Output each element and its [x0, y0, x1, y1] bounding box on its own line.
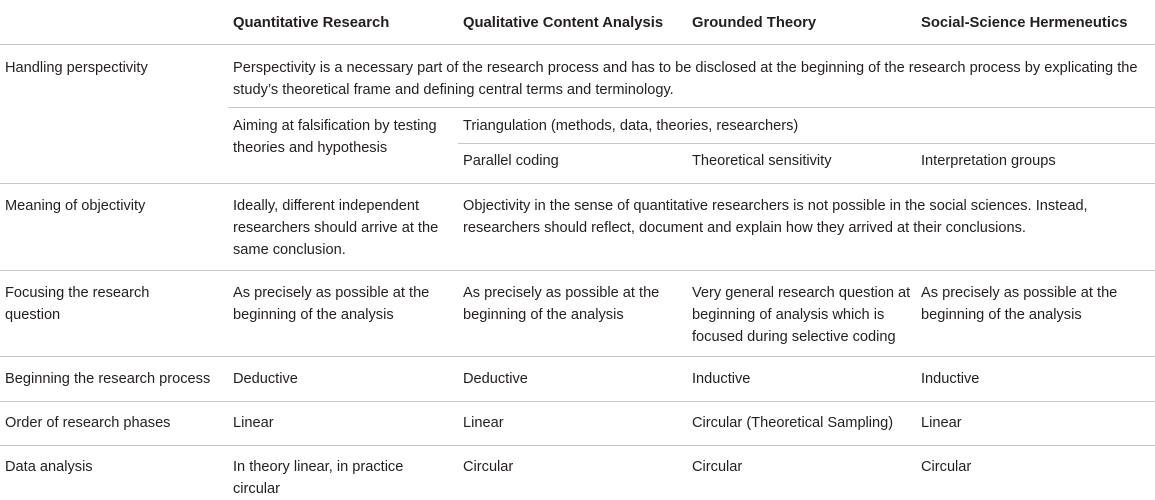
focusing-grounded-theory: Very general research question at beginning of analysis which is focused during selective coding: [692, 285, 911, 345]
focusing-hermeneutics: As precisely as possible at the beginning of the analysis: [921, 285, 1118, 323]
row-label-handling-perspectivity: Handling perspectivity: [5, 60, 148, 76]
table-divider: [0, 401, 1155, 402]
objectivity-qualitative-span: Objectivity in the sense of quantitative researchers is not possible in the social sciences. Instead, researchers should reflect, document and explain how they arrived at their conclusions.: [463, 198, 1088, 236]
data-analysis-hermeneutics: Circular: [921, 459, 972, 475]
row-label-meaning-of-objectivity: Meaning of objectivity: [5, 198, 146, 214]
beginning-hermeneutics: Inductive: [921, 371, 980, 387]
header-social-science-hermeneutics: Social-Science Hermeneutics: [921, 15, 1128, 31]
data-analysis-quantitative: In theory linear, in practice circular: [233, 459, 404, 497]
table-divider: [0, 270, 1155, 271]
table-divider: [458, 143, 1155, 144]
beginning-quantitative: Deductive: [233, 371, 298, 387]
data-analysis-grounded-theory: Circular: [692, 459, 743, 475]
table-divider: [0, 445, 1155, 446]
header-qualitative-content-analysis: Qualitative Content Analysis: [463, 15, 664, 31]
table-divider: [228, 107, 1155, 108]
table-divider: [0, 356, 1155, 357]
order-qualitative-content: Linear: [463, 415, 504, 431]
order-grounded-theory: Circular (Theoretical Sampling): [692, 415, 894, 431]
perspectivity-qualitative-content: Parallel coding: [463, 153, 559, 169]
data-analysis-qualitative-content: Circular: [463, 459, 514, 475]
order-quantitative: Linear: [233, 415, 274, 431]
table-divider: [0, 44, 1155, 45]
row-label-data-analysis: Data analysis: [5, 459, 93, 475]
objectivity-quantitative: Ideally, different independent researchers should arrive at the same conclusion.: [233, 198, 439, 258]
focusing-qualitative-content: As precisely as possible at the beginning of the analysis: [463, 285, 660, 323]
order-hermeneutics: Linear: [921, 415, 962, 431]
header-quantitative-research: Quantitative Research: [233, 15, 390, 31]
perspectivity-grounded-theory: Theoretical sensitivity: [692, 153, 832, 169]
row-label-beginning-research-process: Beginning the research process: [5, 371, 211, 387]
perspectivity-span-text: Perspectivity is a necessary part of the research process and has to be disclosed at the beginning of the research process by explicating the study’s theoretical frame and defining central terms and terminology.: [233, 60, 1138, 98]
perspectivity-qualitative-span: Triangulation (methods, data, theories, researchers): [463, 118, 799, 134]
focusing-quantitative: As precisely as possible at the beginning of the analysis: [233, 285, 430, 323]
perspectivity-quantitative: Aiming at falsification by testing theories and hypothesis: [233, 118, 437, 156]
header-grounded-theory: Grounded Theory: [692, 15, 817, 31]
beginning-qualitative-content: Deductive: [463, 371, 528, 387]
perspectivity-hermeneutics: Interpretation groups: [921, 153, 1056, 169]
table-divider: [0, 183, 1155, 184]
row-label-focusing-research-question: Focusing the research question: [5, 285, 150, 323]
beginning-grounded-theory: Inductive: [692, 371, 751, 387]
row-label-order-research-phases: Order of research phases: [5, 415, 171, 431]
